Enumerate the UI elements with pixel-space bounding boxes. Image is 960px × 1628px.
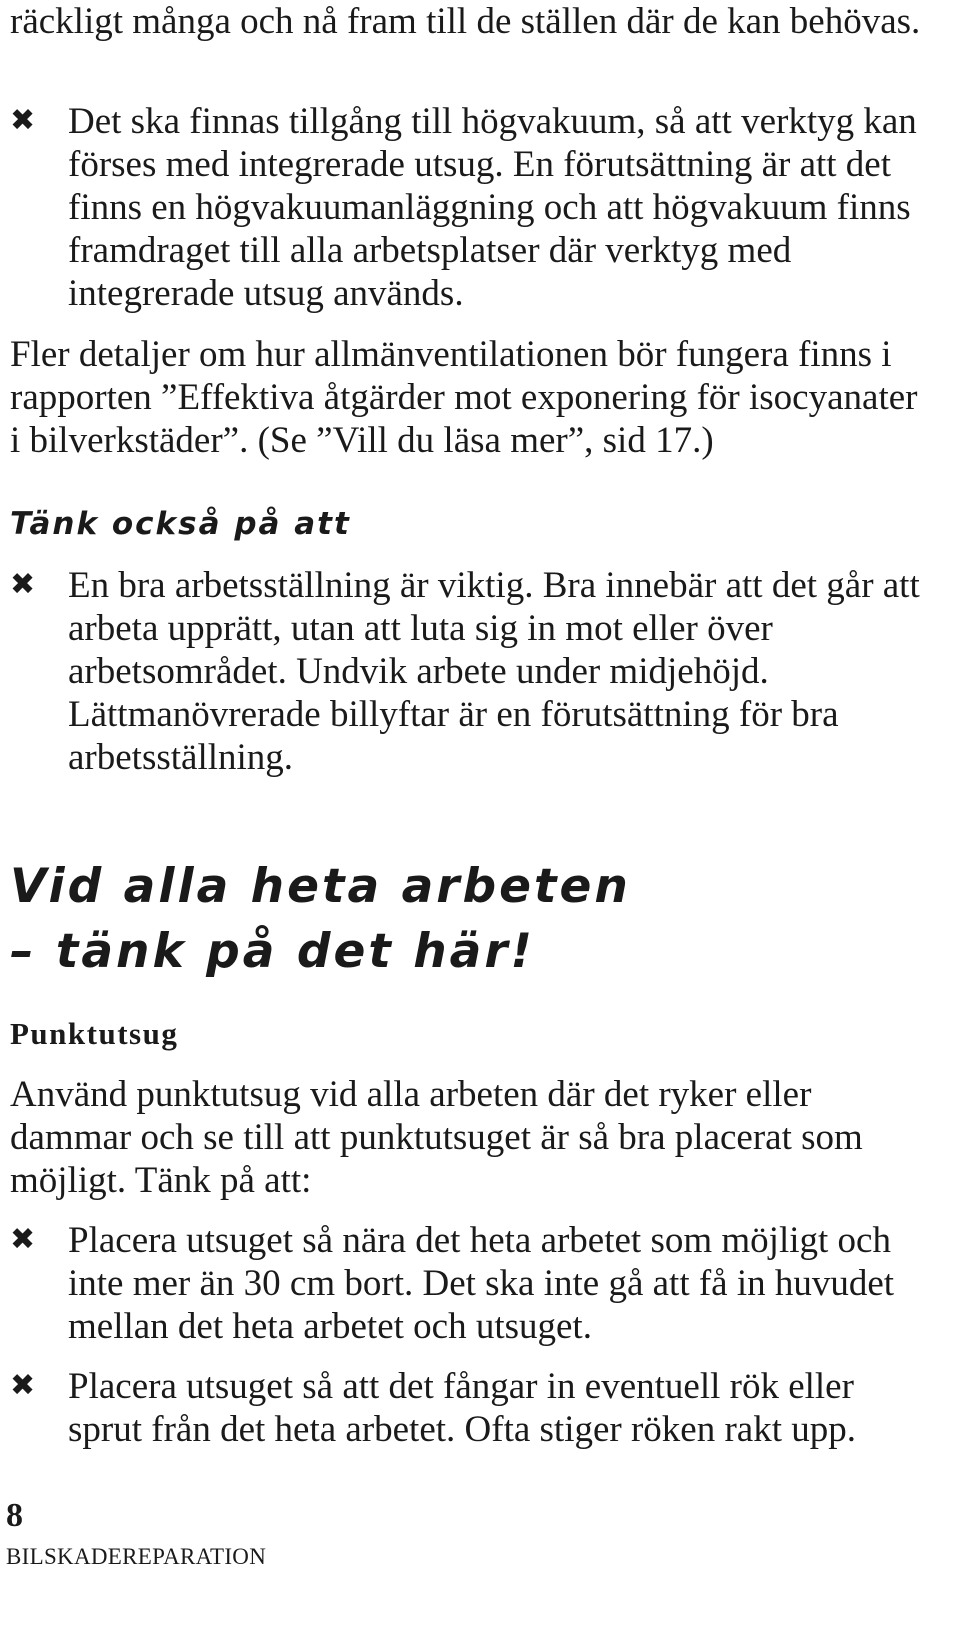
top-continuation-text: räckligt många och nå fram till de ställen där de kan behövas. [10,1,921,42]
list-item [10,1219,940,1349]
paragraph-punktutsug: Använd punktutsug vid alla arbeten där det ryker eller dammar och se till att punktutsuget är så bra placerat som möjligt. Tänk på att: [10,1074,863,1201]
list-item [10,100,940,315]
list-item [10,1365,940,1455]
bullet-text: Det ska finnas tillgång till högvakuum, så att verktyg kan förses med integrerade utsug. En förutsättning är att det finns en högvakuumanläggning och att högvakuum finns framdraget till alla arbetsplatser där verktyg med integrerade utsug används. [68,101,917,314]
list-item [10,564,940,784]
bullet-text: Placera utsuget så nära det heta arbetet som möjligt och inte mer än 30 cm bort. Det ska inte gå att få in huvudet mellan det heta arbetet och utsuget. [68,1220,895,1347]
cross-mark-icon: ✖ [10,103,36,138]
subheading-think: Tänk också på att [10,506,351,542]
paragraph-more-details: Fler detaljer om hur allmänventilationen bör fungera finns i rapporten ”Effektiva åtgärder mot exponering för isocyanater i bilverkstäder”. (Se ”Vill du läsa mer”, sid 17.) [10,334,918,461]
main-heading-line2: – tänk på det här! [10,924,535,979]
cross-mark-icon: ✖ [10,1368,36,1403]
bullet-text: Placera utsuget så att det fångar in eventuell rök eller sprut från det heta arbetet. Ofta stiger röken rakt upp. [68,1366,857,1450]
main-heading-line1: Vid alla heta arbeten [10,859,631,914]
footer-title: BILSKADEREPARATION [6,1544,267,1569]
page-number: 8 [6,1497,23,1534]
cross-mark-icon: ✖ [10,1222,36,1257]
section-heading-punktutsug: Punktutsug [10,1016,179,1051]
bullet-text: En bra arbetsställning är viktig. Bra innebär att det går att arbeta upprätt, utan att luta sig in mot eller över arbetsområdet. Undvik arbete under midjehöjd. Lättmanövrerade billyftar är en förutsättning för bra arbetsställning. [68,565,920,778]
cross-mark-icon: ✖ [10,567,36,602]
